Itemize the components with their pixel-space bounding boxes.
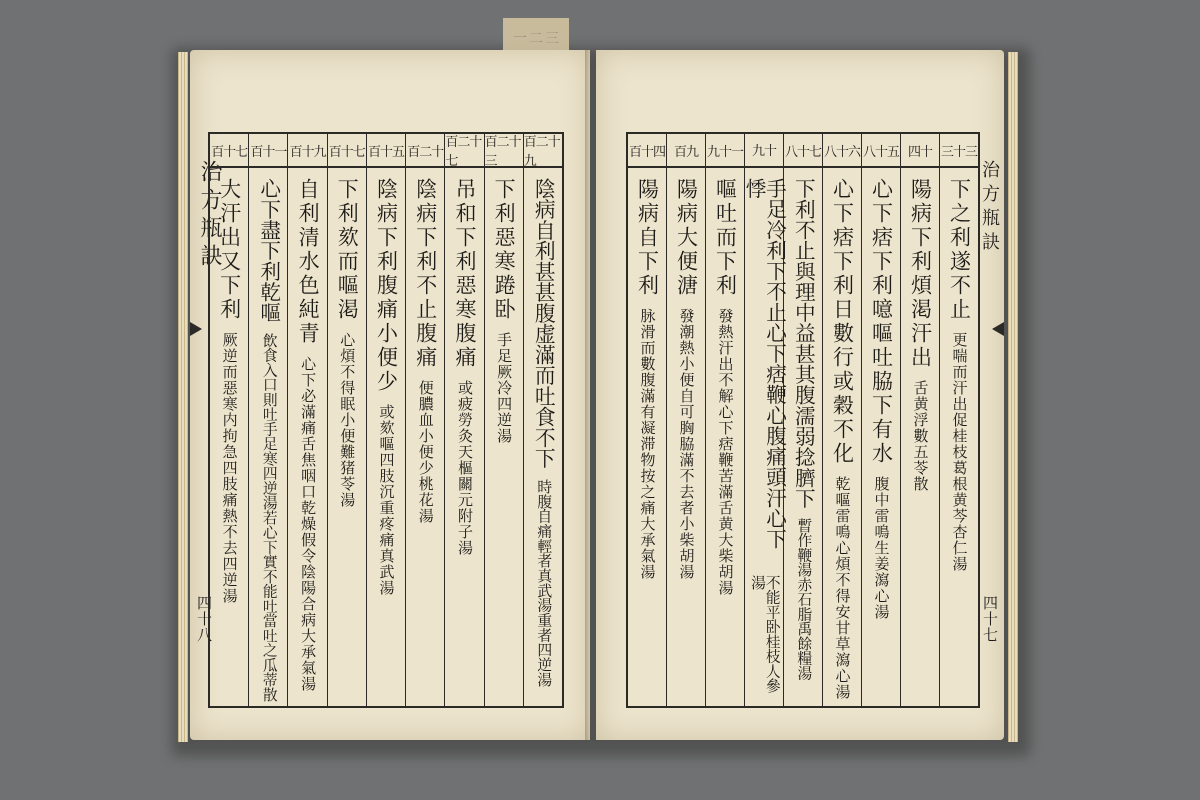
table-column	[484, 134, 523, 706]
condition-text: 下利欬而嘔渇	[335, 178, 360, 322]
table-column	[742, 134, 787, 706]
condition-text: 陽病大便溏	[674, 178, 699, 298]
column-number: 八十七	[784, 134, 822, 168]
left-folio: 四十八	[195, 595, 213, 643]
prescription-text: 發熱汗出不解心下痞鞭苦滿舌黄大柴胡湯	[716, 308, 735, 596]
condition-text: 陽病自下利	[635, 178, 660, 298]
column-number: 百十七	[210, 134, 248, 168]
right-side-title: 治方瓶訣	[979, 160, 1000, 256]
prescription-text: 不能平卧桂枝人參湯	[749, 574, 781, 693]
prescription-text: 手足厥冷四逆湯	[495, 332, 514, 444]
condition-text: 下利惡寒踡卧	[492, 178, 517, 322]
table-column	[444, 134, 483, 706]
page-edge-right	[1008, 52, 1018, 742]
tab-slip-text: 一二三	[513, 31, 561, 47]
condition-text: 陰病下利腹痛小便少	[374, 178, 399, 394]
column-number: 百九	[667, 134, 705, 168]
condition-text: 大汗出又下利	[217, 178, 242, 322]
condition-text: 吊和下利惡寒腹痛	[452, 178, 477, 370]
condition-text: 心下痞下利噫嘔吐脇下有水	[869, 178, 894, 466]
condition-text: 心下痞下利日數行或穀不化	[830, 178, 855, 466]
condition-text: 下之利遂不止	[947, 178, 972, 322]
table-column	[287, 134, 326, 706]
prescription-text: 或疲勞灸天樞關元附子湯	[455, 380, 474, 556]
prescription-text: 舌黄浮數五苓散	[911, 380, 930, 492]
table-column	[327, 134, 366, 706]
prescription-text: 暫作鞭湯赤石脂禹餘糧湯	[795, 518, 813, 681]
column-number: 八十五	[862, 134, 900, 168]
left-side-title: 治方瓶訣	[197, 160, 222, 272]
condition-text: 自利清水色純青	[296, 178, 321, 346]
column-number: 百二十三	[485, 134, 523, 168]
prescription-text: 脉滑而數腹滿有凝滞物按之痛大承氣湯	[638, 308, 657, 580]
table-column	[248, 134, 287, 706]
column-number: 百十一	[249, 134, 287, 168]
column-number: 四十	[901, 134, 939, 168]
table-column	[939, 134, 978, 706]
prescription-text: 發潮熱小便自可胸脇滿不去者小柴胡湯	[677, 308, 696, 580]
page-edge-left	[178, 52, 188, 742]
column-number: 百十五	[367, 134, 405, 168]
prescription-text: 時腹自痛輕者真武湯重者四逆湯	[535, 478, 553, 687]
table-column	[366, 134, 405, 706]
table-column	[666, 134, 705, 706]
column-number: 九十	[745, 134, 783, 168]
prescription-text: 腹中雷鳴生姜瀉心湯	[872, 476, 891, 620]
column-number: 三十三	[940, 134, 978, 168]
condition-text: 心下盡下利乾嘔	[256, 178, 281, 323]
column-number: 九十一	[706, 134, 744, 168]
column-number: 百十九	[288, 134, 326, 168]
table-column	[783, 134, 822, 706]
table-column	[822, 134, 861, 706]
prescription-text: 便膿血小便少桃花湯	[416, 380, 435, 524]
prescription-text: 乾嘔雷鳴心煩不得安甘草瀉心湯	[833, 476, 852, 700]
left-table	[208, 132, 564, 708]
right-page	[596, 50, 1004, 740]
column-number: 百二十七	[445, 134, 483, 168]
column-number: 八十六	[823, 134, 861, 168]
column-number: 百十七	[328, 134, 366, 168]
right-folio: 四十七	[981, 595, 999, 643]
prescription-text: 或欬嘔四肢沉重疼痛真武湯	[377, 404, 396, 596]
table-column	[628, 134, 666, 706]
condition-text: 陽病下利煩渇汗出	[908, 178, 933, 370]
table-column	[861, 134, 900, 706]
column-number: 百二十	[406, 134, 444, 168]
prescription-text: 飲食入口則吐手足寒四逆湯若心下實不能吐當吐之瓜蒂散	[260, 332, 278, 702]
condition-text: 下利不止與理中益甚其腹濡弱捻臍下	[791, 178, 816, 509]
prescription-text: 心下必滿痛舌焦咽口乾燥假令陰陽合病大承氣湯	[299, 356, 318, 692]
table-column	[523, 134, 562, 706]
column-number: 百十四	[628, 134, 666, 168]
table-column	[210, 134, 248, 706]
left-fold-mark	[190, 322, 202, 336]
prescription-text: 更喘而汗出促桂枝葛根黄芩杏仁湯	[950, 332, 969, 572]
right-table	[626, 132, 980, 708]
prescription-text: 心煩不得眠小便難猪苓湯	[338, 332, 357, 508]
prescription-text: 厥逆而惡寒内拘急四肢痛熱不去四逆湯	[220, 332, 239, 604]
right-fold-mark	[992, 322, 1004, 336]
condition-text: 手足冷利下不止心下痞鞭心腹痛頭汗心下悸	[742, 177, 787, 549]
table-column	[405, 134, 444, 706]
condition-text: 陰病下利不止腹痛	[413, 178, 438, 370]
table-column	[900, 134, 939, 706]
condition-text: 陰病自利甚甚腹虚滿而吐食不下	[531, 178, 556, 469]
left-page	[190, 50, 590, 740]
table-column	[705, 134, 744, 706]
column-number: 百二十九	[524, 134, 562, 168]
condition-text: 嘔吐而下利	[713, 178, 738, 298]
